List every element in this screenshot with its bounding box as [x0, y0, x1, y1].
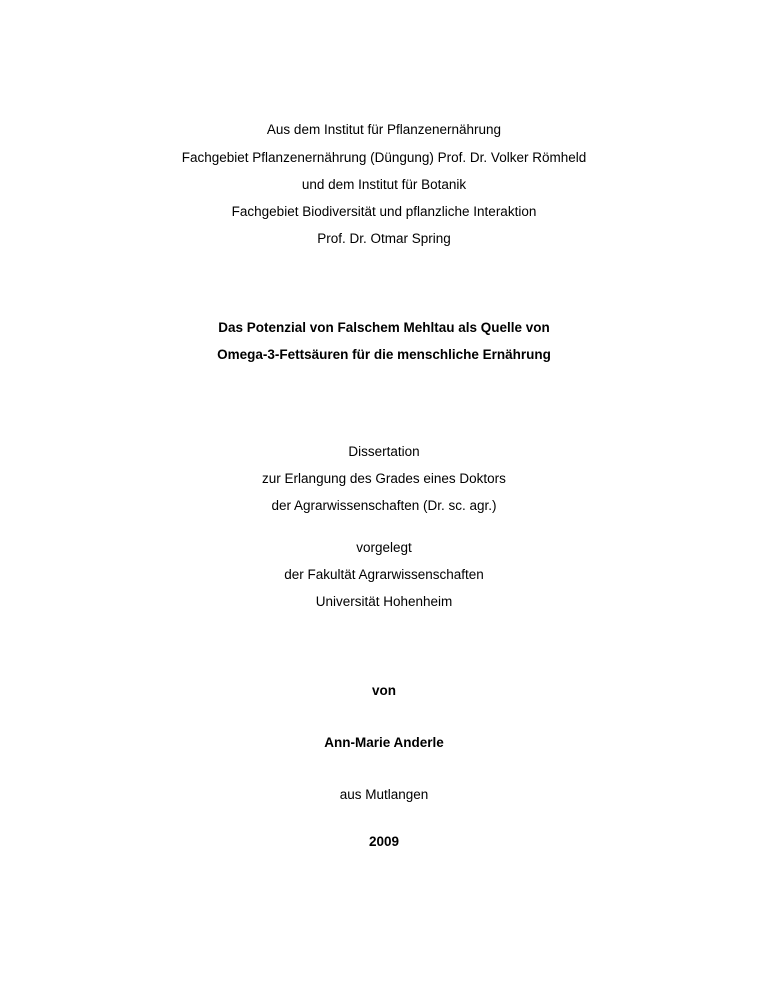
university-name: Universität Hohenheim — [315, 594, 453, 609]
publication-year: 2009 — [368, 834, 400, 849]
faculty-name: der Fakultät Agrarwissenschaften — [284, 567, 484, 582]
dissertation-degree: der Agrarwissenschaften (Dr. sc. agr.) — [271, 498, 497, 513]
dissertation-label: Dissertation — [348, 444, 420, 459]
author-name: Ann-Marie Anderle — [324, 735, 444, 750]
submitted-label: vorgelegt — [356, 540, 412, 555]
author-by-label: von — [371, 683, 396, 698]
author-origin: aus Mutlangen — [339, 787, 429, 802]
thesis-title-line-2: Omega-3-Fettsäuren für die menschliche Ernährung — [217, 347, 551, 362]
institute-line-4: Fachgebiet Biodiversität und pflanzliche Interaktion — [231, 204, 537, 219]
institute-line-1: Aus dem Institut für Pflanzenernährung — [266, 122, 502, 137]
dissertation-purpose: zur Erlangung des Grades eines Doktors — [262, 471, 506, 486]
institute-line-3: und dem Institut für Botanik — [301, 177, 467, 192]
institute-line-5: Prof. Dr. Otmar Spring — [317, 231, 451, 246]
thesis-title-line-1: Das Potenzial von Falschem Mehltau als Quelle von — [218, 320, 550, 335]
institute-line-2: Fachgebiet Pflanzenernährung (Düngung) Prof. Dr. Volker Römheld — [181, 150, 587, 165]
